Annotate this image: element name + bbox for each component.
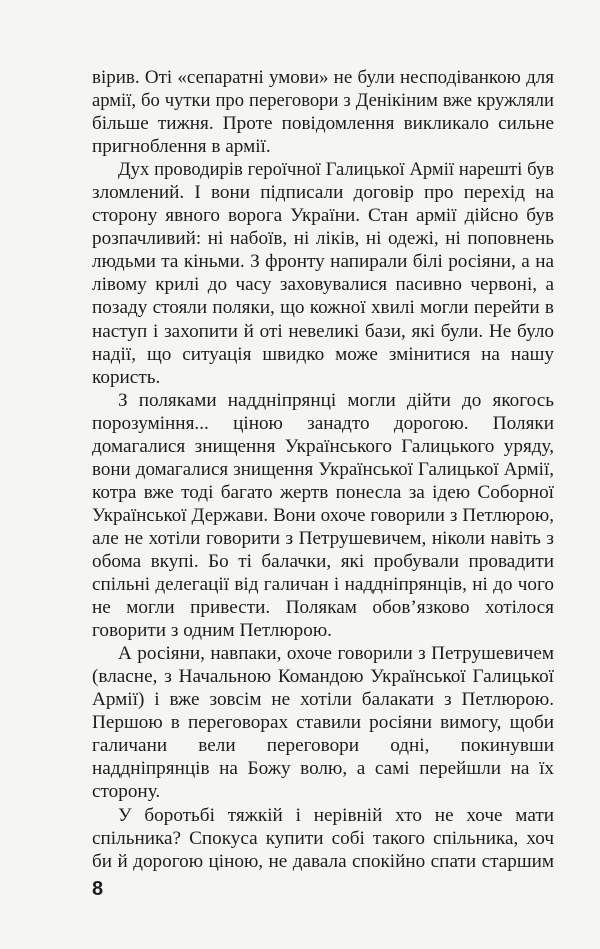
text-line: сторону явного ворога України. Стан армії дійсно був bbox=[92, 205, 554, 227]
text-line: надії, що ситуація швидко може змінитися на нашу bbox=[92, 343, 554, 365]
text-line: вони домагалися знищення Української Галицької Армії, bbox=[92, 458, 554, 480]
text-line: користь. bbox=[92, 366, 161, 388]
text-line: спільника? Спокуса купити собі такого спільника, хоч bbox=[92, 827, 554, 849]
text-line: людьми та кіньми. З фронту напирали білі росіяни, а на bbox=[92, 251, 554, 273]
paragraph bbox=[92, 642, 554, 803]
text-line: зломлений. І вони підписали договір про перехід на bbox=[92, 182, 554, 204]
text-line: Української Держави. Вони охоче говорили з Петлюрою, bbox=[92, 504, 554, 526]
text-line: Дух проводирів героїчної Галицької Армії нарешті був bbox=[118, 159, 554, 181]
paragraph bbox=[92, 804, 554, 873]
text-line: позаду стояли поляки, що кожної хвилі могли перейти в bbox=[92, 297, 554, 319]
text-line: котра вже тоді багато жертв понесла за ідею Соборної bbox=[92, 481, 554, 503]
paragraph bbox=[92, 66, 554, 158]
text-line: наддніпрянців на Божу волю, а самі перейшли на їх bbox=[92, 758, 554, 780]
text-line: Армії) і вже зовсім не хотіли балакати з Петлюрою. bbox=[92, 689, 554, 711]
text-line: не могли привести. Полякам обов’язково хотілося bbox=[92, 597, 554, 619]
paragraph bbox=[92, 389, 554, 643]
text-line: домагалися знищення Українського Галицького уряду, bbox=[92, 435, 554, 457]
page-number: 8 bbox=[92, 878, 104, 900]
text-line: розпачливий: ні набоїв, ні ліків, ні одежі, ні поповнень bbox=[92, 228, 554, 250]
text-line: сторону. bbox=[92, 781, 161, 803]
text-line: З поляками наддніпрянці могли дійти до якогось bbox=[118, 389, 554, 411]
text-line: порозуміння... ціною занадто дорогою. Поляки bbox=[92, 412, 554, 434]
text-line: армії, бо чутки про переговори з Денікіним вже кружляли bbox=[92, 90, 554, 112]
text-line: лівому крилі до часу заховувалися пасивно червоні, а bbox=[92, 274, 554, 296]
text-line: пригноблення в армії. bbox=[92, 136, 271, 158]
text-line: У боротьбі тяжкій і нерівній хто не хоче мати bbox=[118, 804, 554, 826]
text-line: А росіяни, навпаки, охоче говорили з Петрушевичем bbox=[118, 643, 554, 665]
text-line: спільні делегації від галичан і наддніпрянців, ні до чого bbox=[92, 574, 554, 596]
text-line: наступ і захопити й оті невеликі бази, які були. Не було bbox=[92, 320, 554, 342]
body-text bbox=[92, 66, 554, 873]
text-line: (власне, з Начальною Командою Української Галицької bbox=[92, 666, 554, 688]
text-line: вірив. Оті «сепаратні умови» не були несподіванкою для bbox=[92, 67, 554, 88]
text-line: би й дорогою ціною, не давала спокійно спати старшим bbox=[92, 850, 554, 872]
text-line: Першою в переговорах ставили росіяни вимогу, щоби bbox=[92, 712, 554, 734]
text-line: обома вкупі. Бо ті балачки, які пробували провадити bbox=[92, 550, 554, 572]
paragraph bbox=[92, 158, 554, 388]
text-line: але не хотіли говорити з Петрушевичем, ніколи навіть з bbox=[92, 527, 554, 549]
text-line: говорити з одним Петлюрою. bbox=[92, 620, 332, 642]
text-line: більше тижня. Проте повідомлення викликало сильне bbox=[92, 113, 554, 135]
text-line: галичани вели переговори одні, покинувши bbox=[92, 735, 554, 757]
